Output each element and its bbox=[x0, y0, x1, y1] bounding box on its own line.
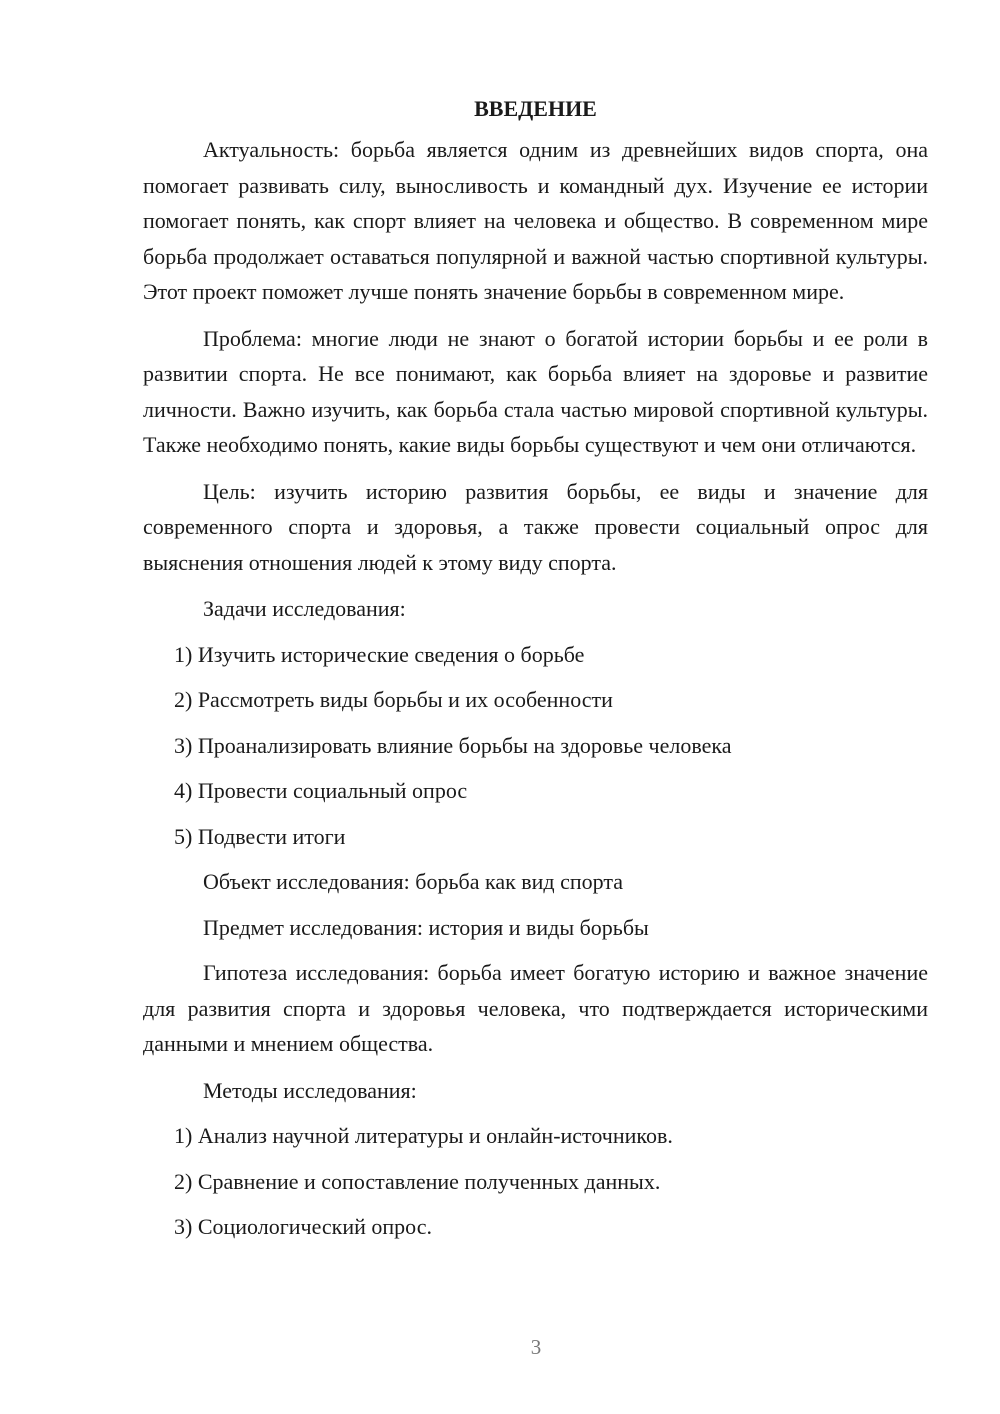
list-item: 2) Рассмотреть виды борьбы и их особенности bbox=[174, 687, 613, 712]
list-item: 3) Социологический опрос. bbox=[174, 1214, 432, 1239]
section-heading: ВВЕДЕНИЕ bbox=[474, 96, 597, 121]
problem-paragraph: Проблема: многие люди не знают о богатой истории борьбы и ее роли в развитии спорта. Не все понимают, как борьба влияет на здоровье и развитие личности. Важно изучить, как борьба стала частью мировой спортивной культуры. Также необходимо понять, какие виды борьбы существуют и чем они отличаются. bbox=[143, 325, 928, 457]
methods-list bbox=[143, 1118, 928, 1245]
document-page bbox=[143, 92, 928, 1255]
goal-paragraph: Цель: изучить историю развития борьбы, ее виды и значение для современного спорта и здоровья, а также провести социальный опрос для выяснения отношения людей к этому виду спорта. bbox=[143, 478, 928, 575]
relevance-paragraph: Актуальность: борьба является одним из древнейших видов спорта, она помогает развивать силу, выносливость и командный дух. Изучение ее истории помогает понять, как спорт влияет на человека и общество. В современном мире борьба продолжает оставаться популярной и важной частью спортивной культуры. Этот проект поможет лучше понять значение борьбы в современном мире. bbox=[143, 137, 928, 304]
methods-heading: Методы исследования: bbox=[203, 1077, 417, 1103]
list-item: 5) Подвести итоги bbox=[174, 823, 346, 849]
list-item: 3) Проанализировать влияние борьбы на здоровье человека bbox=[174, 732, 732, 758]
page-number: 3 bbox=[530, 1335, 542, 1359]
list-item: 1) Анализ научной литературы и онлайн-источников. bbox=[174, 1123, 673, 1148]
tasks-heading: Задачи исследования: bbox=[203, 596, 406, 621]
research-object: Объект исследования: борьба как вид спорта bbox=[203, 869, 624, 894]
list-item: 1) Изучить исторические сведения о борьбе bbox=[174, 641, 585, 667]
list-item: 4) Провести социальный опрос bbox=[174, 778, 468, 803]
tasks-list bbox=[143, 637, 928, 855]
list-item: 2) Сравнение и сопоставление полученных данных. bbox=[174, 1168, 661, 1194]
hypothesis-paragraph: Гипотеза исследования: борьба имеет богатую историю и важное значение для развития спорта и здоровья человека, что подтверждается историческими данными и мнением общества. bbox=[143, 960, 928, 1056]
research-subject: Предмет исследования: история и виды борьбы bbox=[203, 914, 649, 940]
